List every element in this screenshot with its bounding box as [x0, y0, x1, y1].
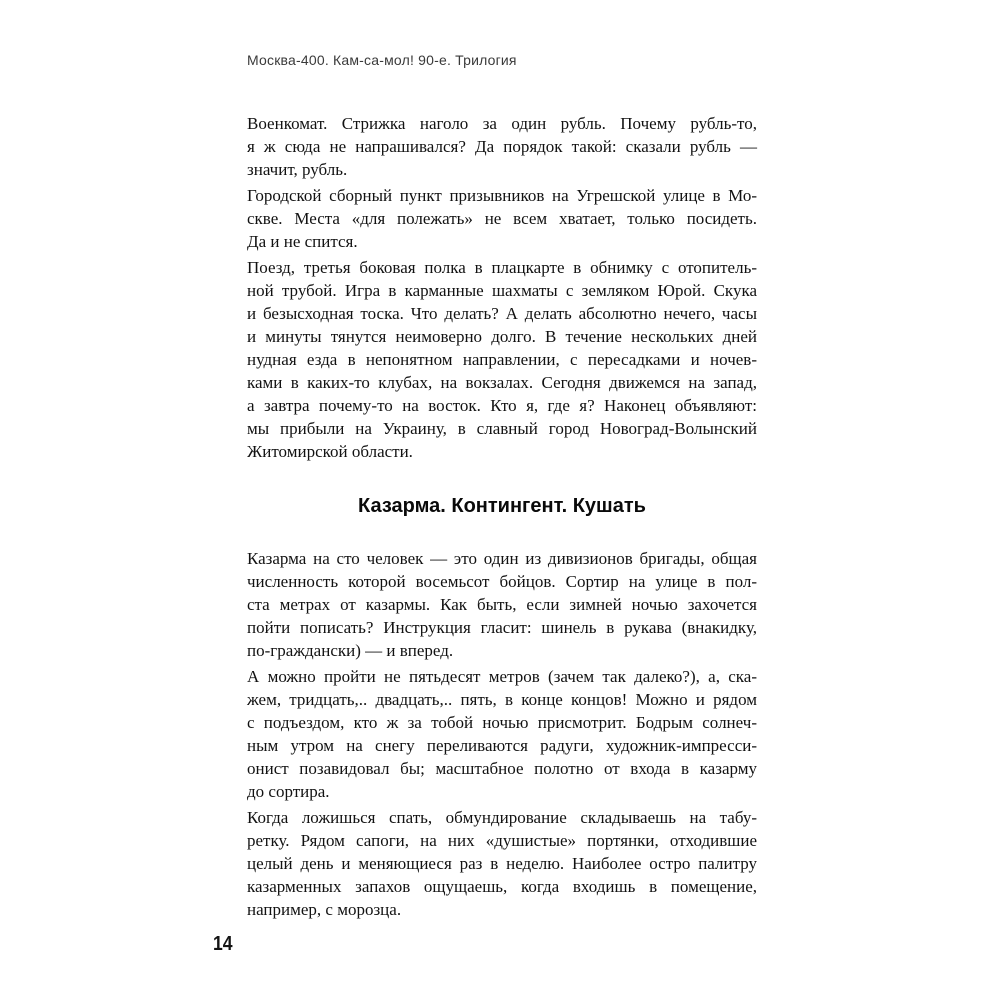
text-line: Поезд, третья боковая полка в плацкарте в обнимку с отопитель- [247, 258, 757, 277]
text-line: а завтра почему-то на восток. Кто я, где я? Наконец объявляют: [247, 396, 757, 415]
text-line: значит, рубль. [247, 160, 348, 179]
text-line: Военкомат. Стрижка наголо за один рубль. Почему рубль-то, [247, 114, 757, 133]
text-line: Да и не спится. [247, 232, 358, 251]
paragraph [247, 112, 757, 181]
text-line: ста метрах от казармы. Как быть, если зимней ночью захочется [247, 595, 757, 614]
text-line: до сортира. [247, 782, 330, 801]
text-line: пойти пописать? Инструкция гласит: шинель в рукава (внакидку, [247, 618, 757, 637]
paragraph [247, 665, 757, 803]
page-number: 14 [213, 933, 233, 955]
text-line: Когда ложишься спать, обмундирование складываешь на табу- [247, 808, 757, 827]
text-line: казарменных запахов ощущаешь, когда входишь в помещение, [247, 877, 757, 896]
text-line: Городской сборный пункт призывников на Угрешской улице в Мо- [247, 186, 757, 205]
text-line: ной трубой. Игра в карманные шахматы с земляком Юрой. Скука [247, 281, 757, 300]
text-line: и безысходная тоска. Что делать? А делать абсолютно нечего, часы [247, 304, 757, 323]
text-line: Казарма на сто человек — это один из дивизионов бригады, общая [247, 549, 757, 568]
text-line: по-граждански) — и вперед. [247, 641, 454, 660]
text-line: ным утром на снегу переливаются радуги, художник-импресси- [247, 736, 757, 755]
text-line: скве. Места «для полежать» не всем хватает, только посидеть. [247, 209, 757, 228]
text-line: например, с морозца. [247, 900, 402, 919]
running-header: Москва-400. Кам-са-мол! 90-е. Трилогия [247, 52, 517, 68]
text-line: нудная езда в непонятном направлении, с пересадками и ночев- [247, 350, 757, 369]
text-line: мы прибыли на Украину, в славный город Новоград-Волынский [247, 419, 757, 438]
text-line: А можно пройти не пятьдесят метров (зачем так далеко?), а, ска- [247, 667, 757, 686]
section-heading: Казарма. Контингент. Кушать [358, 495, 646, 517]
paragraph [247, 184, 757, 253]
text-line: я ж сюда не напрашивался? Да порядок такой: сказали рубль — [247, 137, 757, 156]
paragraph [247, 547, 757, 662]
text-line: с подъездом, кто ж за тобой ночью присмотрит. Бодрым солнеч- [247, 713, 757, 732]
text-line: Житомирской области. [247, 442, 413, 461]
text-line: и минуты тянутся неимоверно долго. В течение нескольких дней [247, 327, 757, 346]
paragraph [247, 256, 757, 463]
text-line: ретку. Рядом сапоги, на них «душистые» портянки, отходившие [247, 831, 757, 850]
text-line: численность которой восемьсот бойцов. Сортир на улице в пол- [247, 572, 757, 591]
paragraph [247, 806, 757, 921]
text-line: онист позавидовал бы; масштабное полотно от входа в казарму [247, 759, 757, 778]
text-line: жем, тридцать,.. двадцать,.. пять, в конце концов! Можно и рядом [247, 690, 757, 709]
text-line: целый день и меняющиеся раз в неделю. Наиболее остро палитру [247, 854, 757, 873]
text-line: ками в каких-то клубах, на вокзалах. Сегодня движемся на запад, [247, 373, 757, 392]
body-text [247, 112, 757, 924]
